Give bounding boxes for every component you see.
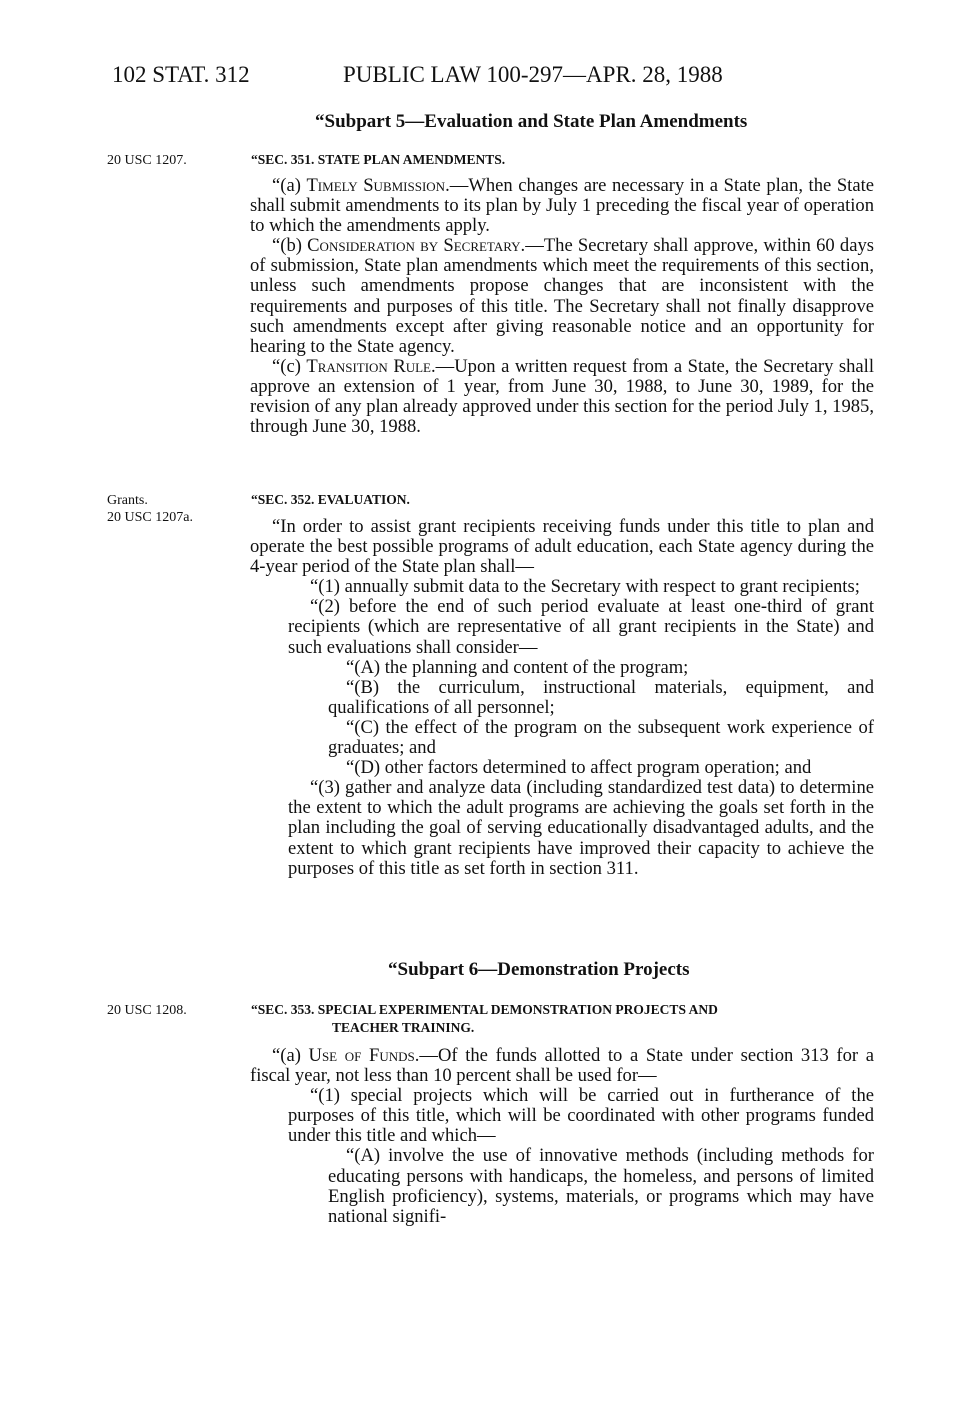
sec-352-pC: “(C) the effect of the program on the subsequent work experience of graduates; and — [328, 716, 874, 759]
sec-352-intro: “In order to assist grant recipients receiving funds under this title to plan and operate the best possible programs of adult education, each State agency during the 4-year period of the State plan shall— — [250, 516, 874, 578]
subpart-5-title: “Subpart 5—Evaluation and State Plan Amendments — [315, 111, 748, 132]
sec-352-heading: “SEC. 352. EVALUATION. — [251, 492, 410, 507]
margin-note-sec351: 20 USC 1207. — [107, 153, 187, 168]
sec-352-pA: “(A) the planning and content of the program; — [346, 656, 689, 678]
margin-note-sec352: 20 USC 1207a. — [107, 510, 193, 525]
sec-352-p1: “(1) annually submit data to the Secretary with respect to grant recipients; — [310, 576, 860, 598]
sec-352-pD: “(D) other factors determined to affect program operation; and — [346, 757, 812, 779]
sec-351-c: “(c) Transition Rule.—Upon a written request from a State, the Secretary shall approve an extension of 1 year, from June 30, 1988, to June 30, 1989, for the revision of any plan already approved under this section for the period July 1, 1985, through June 30, 1988. — [250, 355, 874, 438]
sec-351-heading: “SEC. 351. STATE PLAN AMENDMENTS. — [251, 152, 506, 167]
sec-351-body — [250, 176, 874, 437]
running-head: PUBLIC LAW 100-297—APR. 28, 1988 — [343, 62, 723, 87]
subpart-6-title: “Subpart 6—Demonstration Projects — [388, 959, 690, 980]
margin-note-sec353: 20 USC 1208. — [107, 1003, 187, 1018]
sec-353-heading-line2: TEACHER TRAINING. — [332, 1020, 475, 1035]
sec-352-pB: “(B) the curriculum, instructional materials, equipment, and qualifications of all personnel; — [328, 676, 874, 718]
margin-note-grants: Grants. — [107, 493, 148, 508]
sec-352-p2: “(2) before the end of such period evaluate at least one-third of grant recipients (which are representative of all grant recipients in the State) and such evaluations shall consider— — [288, 596, 874, 658]
sec-353-p1: “(1) special projects which will be carried out in furtherance of the purposes of this title, which will be coordinated with other programs funded under this title and which— — [288, 1085, 874, 1147]
sec-351-a: “(a) Timely Submission.—When changes are necessary in a State plan, the State shall submit amendments to its plan by July 1 preceding the fiscal year of operation to which the amendments apply. — [250, 175, 874, 237]
sec-352-p3: “(3) gather and analyze data (including standardized test data) to determine the extent to which the adult programs are achieving the goals set forth in the plan including the goal of serving educationally disadvantaged adults, and the extent to which grant recipients have improved their capacity to achieve the purposes of this title as set forth in section 311. — [288, 777, 874, 879]
sec-353-body — [250, 1046, 874, 1227]
page-stat-number: 102 STAT. 312 — [112, 62, 250, 87]
sec-351-b: “(b) Consideration by Secretary.—The Secretary shall approve, within 60 days of submission, State plan amendments which meet the requirements of this section, unless such amendments propose changes that are inconsistent with the requirements and purposes of this title. The Secretary shall not finally disapprove such amendments except after giving reasonable notice and an opportunity for hearing to the State agency. — [250, 235, 875, 357]
sec-353-pA: “(A) involve the use of innovative methods (including methods for educating persons with handicaps, the homeless, and persons of limited English proficiency), systems, materials, or programs which may have national signifi- — [328, 1145, 874, 1227]
sec-353-heading-line1: “SEC. 353. SPECIAL EXPERIMENTAL DEMONSTRATION PROJECTS AND — [251, 1002, 718, 1017]
sec-353-a: “(a) Use of Funds.—Of the funds allotted to a State under section 313 for a fiscal year, not less than 10 percent shall be used for— — [250, 1045, 874, 1087]
sec-352-body — [250, 517, 874, 879]
